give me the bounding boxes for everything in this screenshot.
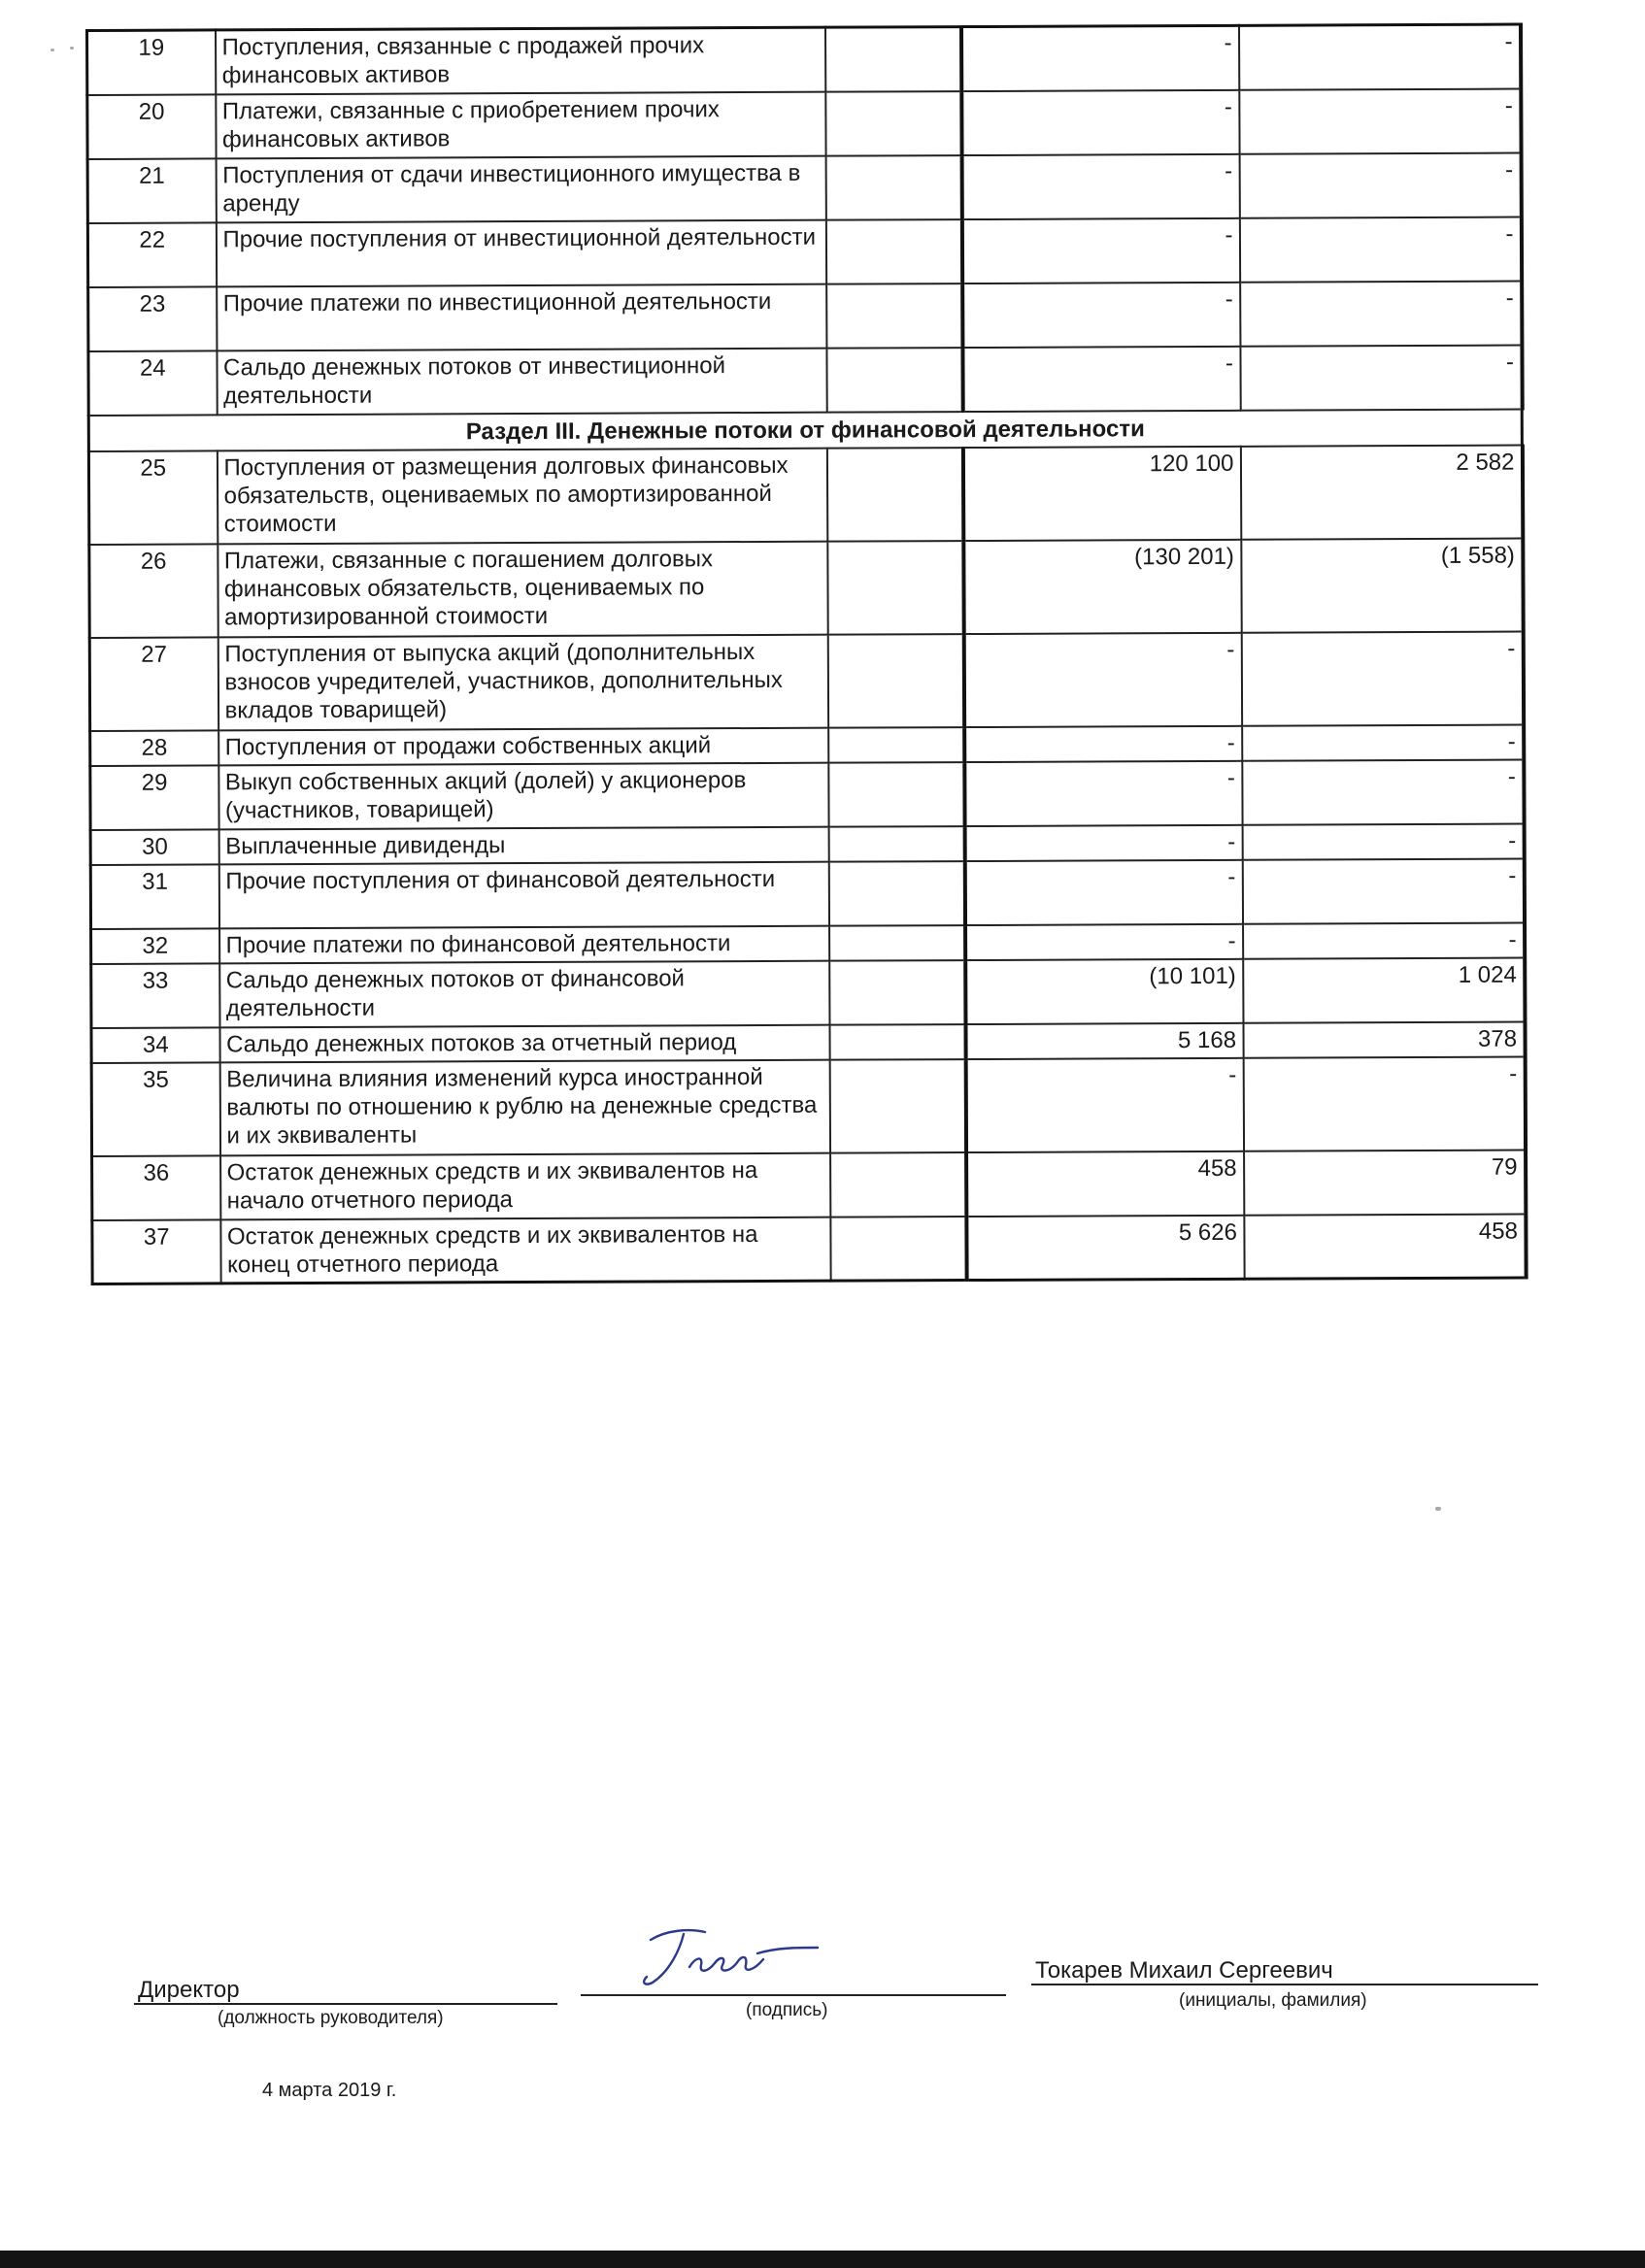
value-previous-period: - (1243, 922, 1525, 958)
section-3-title: Раздел III. Денежные потоки от финансовой деятельности (88, 409, 1522, 450)
value-current-period: 5 168 (965, 1022, 1243, 1058)
value-current-period: - (963, 632, 1241, 726)
line-number: 36 (92, 1155, 220, 1220)
value-current-period: - (962, 346, 1240, 411)
handwritten-signature (633, 1926, 827, 2006)
line-name: Остаток денежных средств и их эквивалентов на начало отчетного периода (220, 1152, 830, 1219)
table-row (88, 445, 1522, 544)
line-name: Поступления от продажи собственных акций (218, 727, 828, 765)
table-row (92, 1214, 1526, 1284)
cash-flow-table (85, 23, 1528, 1285)
line-code (825, 91, 961, 156)
signature-line (581, 1994, 1006, 1996)
line-number: 22 (87, 222, 216, 287)
value-previous-period: - (1241, 631, 1523, 725)
value-current-period: - (961, 89, 1239, 154)
value-previous-period: 79 (1244, 1150, 1526, 1215)
table-row (92, 1150, 1526, 1219)
line-name: Сальдо денежных потоков от финансовой деятельности (219, 960, 829, 1027)
value-current-period: (130 201) (963, 539, 1241, 633)
scan-bottom-edge (0, 2251, 1645, 2268)
value-previous-period: 1 024 (1243, 957, 1525, 1022)
position-line (134, 2003, 557, 2005)
value-previous-period: - (1240, 345, 1522, 410)
value-current-period: - (964, 824, 1242, 860)
value-previous-period: 2 582 (1240, 445, 1522, 539)
value-previous-period: 458 (1244, 1214, 1526, 1279)
line-code (828, 861, 964, 926)
value-previous-period: - (1238, 24, 1520, 89)
line-code (828, 762, 964, 827)
value-current-period: - (964, 760, 1242, 825)
line-name: Прочие поступления от финансовой деятельности (218, 861, 828, 928)
line-name: Поступления от размещения долговых финансовых обязательств, оцениваемых по амортизированной стоимости (217, 448, 826, 544)
value-previous-period: - (1243, 1056, 1525, 1151)
line-code (829, 1024, 965, 1060)
position-value: Директор (138, 1977, 240, 2003)
line-name: Платежи, связанные с приобретением прочих финансовых активов (216, 91, 825, 158)
value-previous-period: - (1242, 759, 1524, 824)
section-header (88, 409, 1522, 450)
line-code (826, 348, 962, 413)
line-name: Остаток денежных средств и их эквивалентов на конец отчетного периода (220, 1217, 830, 1284)
line-number: 31 (90, 864, 218, 929)
line-name: Поступления от сдачи инвестиционного имущества в аренду (216, 155, 825, 222)
value-current-period: 5 626 (966, 1215, 1244, 1280)
table-row (91, 957, 1525, 1027)
table-row (87, 88, 1521, 158)
value-previous-period: - (1242, 724, 1524, 760)
line-code (830, 1217, 966, 1282)
line-name: Величина влияния изменений курса иностранной валюты по отношению к рублю на денежные средства и их эквиваленты (219, 1059, 829, 1155)
value-current-period: - (965, 1057, 1243, 1151)
line-number: 35 (91, 1062, 219, 1156)
value-previous-period: (1 558) (1241, 538, 1523, 632)
line-number: 26 (89, 544, 218, 638)
line-number: 27 (89, 637, 218, 731)
line-code (829, 925, 965, 961)
table-row (87, 152, 1521, 222)
line-number: 21 (87, 158, 216, 223)
line-code (825, 155, 961, 220)
table-row (90, 858, 1524, 928)
line-code (825, 219, 961, 284)
line-code (830, 1152, 966, 1217)
investing-rows (87, 24, 1523, 415)
line-number: 32 (91, 928, 219, 964)
value-current-period: 120 100 (962, 446, 1240, 540)
name-value: Токарев Михаил Сергеевич (1035, 1957, 1333, 1984)
line-name: Поступления от выпуска акций (дополнительных взносов учредителей, участников, дополнительных вкладов товарищей) (218, 634, 827, 730)
date-text: 4 марта 2019 г. (262, 2080, 397, 2101)
line-code (824, 27, 960, 92)
value-current-period: - (960, 25, 1238, 90)
line-name: Прочие поступления от инвестиционной деятельности (216, 219, 825, 286)
line-number: 29 (90, 765, 218, 830)
scan-speck (50, 49, 54, 51)
table-row (88, 281, 1522, 350)
position-caption: (должность руководителя) (218, 2008, 444, 2028)
line-number: 33 (91, 963, 219, 1028)
line-code (829, 1059, 965, 1153)
line-name: Сальдо денежных потоков за отчетный период (219, 1024, 829, 1062)
line-number: 25 (88, 450, 217, 545)
line-name: Прочие платежи по финансовой деятельности (219, 925, 829, 963)
value-previous-period: - (1239, 152, 1521, 217)
value-current-period: 458 (966, 1151, 1244, 1216)
line-number: 24 (88, 350, 217, 416)
line-number: 34 (91, 1027, 219, 1063)
line-number: 37 (92, 1219, 220, 1284)
name-line (1031, 1984, 1538, 1985)
value-previous-period: - (1240, 281, 1522, 346)
line-number: 19 (87, 30, 216, 95)
table-row (89, 631, 1523, 730)
line-number: 28 (90, 730, 218, 766)
scan-speck (70, 47, 74, 50)
value-current-period: - (964, 859, 1242, 924)
line-code (828, 826, 964, 862)
name-caption: (инициалы, фамилия) (1179, 1990, 1367, 2011)
line-name: Платежи, связанные с погашением долговых финансовых обязательств, оцениваемых по амортизированной стоимости (218, 541, 827, 637)
table-row (89, 538, 1523, 637)
line-code (826, 448, 962, 542)
value-current-period: - (964, 725, 1242, 761)
value-current-period: - (962, 282, 1240, 347)
scan-speck (1435, 1507, 1441, 1511)
financing-rows (88, 445, 1526, 1284)
value-previous-period: - (1242, 858, 1524, 923)
line-code (827, 541, 963, 635)
value-current-period: - (961, 153, 1239, 218)
line-number: 20 (87, 94, 216, 159)
value-previous-period: - (1239, 88, 1521, 153)
table-row (87, 217, 1521, 286)
line-number: 30 (90, 829, 218, 865)
value-previous-period: - (1242, 823, 1524, 859)
value-previous-period: - (1239, 217, 1521, 282)
value-current-period: - (961, 217, 1239, 283)
table-row (91, 1056, 1525, 1155)
line-name: Поступления, связанные с продажей прочих финансовых активов (216, 27, 825, 94)
line-name: Прочие платежи по инвестиционной деятельности (217, 284, 826, 350)
table-row (90, 759, 1524, 829)
value-current-period: - (965, 923, 1243, 959)
line-code (826, 284, 962, 349)
value-current-period: (10 101) (965, 958, 1243, 1023)
line-name: Выкуп собственных акций (долей) у акционеров (участников, товарищей) (218, 762, 828, 829)
signature-caption: (подпись) (746, 2000, 828, 2020)
table-row (88, 345, 1522, 415)
line-code (829, 960, 965, 1025)
section-3-header-row (88, 409, 1522, 450)
value-previous-period: 378 (1243, 1021, 1525, 1057)
line-code (828, 727, 964, 763)
line-name: Сальдо денежных потоков от инвестиционной деятельности (217, 348, 826, 415)
line-number: 23 (88, 286, 217, 351)
line-code (827, 634, 963, 728)
table-row (87, 24, 1521, 94)
line-name: Выплаченные дивиденды (218, 826, 828, 864)
